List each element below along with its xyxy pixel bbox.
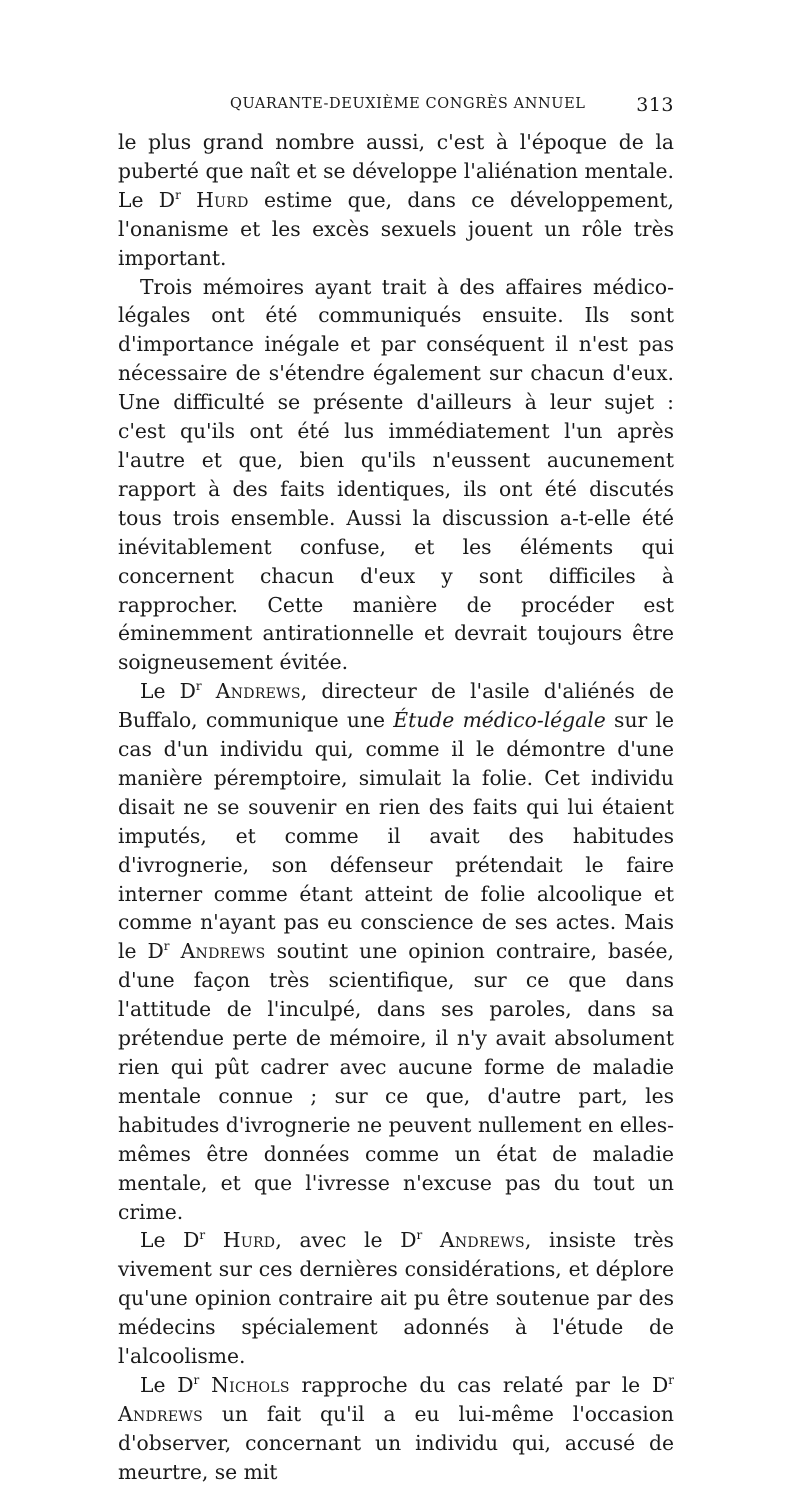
paragraph-5-text-b: rapproche du cas relaté par le D xyxy=(289,1372,669,1397)
doctor-abbrev-sup: r xyxy=(199,1228,206,1243)
paragraph-4-text-c: , insiste très vivement sur ces dernières considérations, et déplore qu'une opinion contraire ait pu être soutenue par des médecins spécialement adonnés à l'étude de l'alcoolisme. xyxy=(118,1228,674,1369)
study-title: Étude médico-légale xyxy=(393,708,606,733)
doctor-abbrev-sup: r xyxy=(668,1373,674,1388)
paragraph-4-text-a: Le D xyxy=(140,1228,200,1253)
name-andrews: Andrews xyxy=(180,939,266,964)
paragraph-3-text-b: , directeur de l'asile d'aliénés de Buffalo, communique une xyxy=(118,679,674,733)
doctor-abbrev-sup: r xyxy=(195,679,202,694)
doctor-abbrev-sup: r xyxy=(163,939,170,954)
paragraph-3-text-a: Le D xyxy=(140,679,196,704)
name-andrews: Andrews xyxy=(215,679,301,704)
book-page xyxy=(118,84,674,1487)
name-andrews: Andrews xyxy=(118,1401,203,1426)
doctor-abbrev-sup: r xyxy=(175,188,181,203)
paragraph-1-text-a: le plus grand nombre aussi, c'est à l'époque de la puberté que naît et se développe l'aliénation mentale. Le D xyxy=(118,130,674,212)
paragraph-5-text-a: Le D xyxy=(140,1372,194,1397)
paragraph-3 xyxy=(118,677,674,1226)
paragraph-5-text-c: un fait qu'il a eu lui-même l'occasion d'observer, concernant un individu qui, accusé de meurtre, se mit xyxy=(118,1401,674,1484)
paragraph-4 xyxy=(118,1226,674,1371)
paragraph-5 xyxy=(118,1371,674,1487)
page-number: 313 xyxy=(636,94,674,116)
running-head: QUARANTE-DEUXIÈME CONGRÈS ANNUEL xyxy=(230,96,586,112)
doctor-abbrev-sup: r xyxy=(416,1228,423,1243)
paragraph-3-text-d: soutint une opinion contraire, basée, d'une façon très scientifique, sur ce que dans l'attitude de l'inculpé, dans ses paroles, dans sa prétendue perte de mémoire, il n'y avait absolument rien qui pût cadrer avec aucune forme de maladie mentale connue ; sur ce que, d'autre part, les habitudes d'ivrognerie ne peuvent nullement en elles-mêmes être données comme un état de maladie mentale, et que l'ivresse n'excuse pas du tout un crime. xyxy=(118,939,674,1224)
paragraph-2: Trois mémoires ayant trait à des affaires médico-légales ont été communiqués ensuite. Ils sont d'importance inégale et par conséquent il n'est pas nécessaire de s'étendre également sur chacun d'eux. Une difficulté se présente d'ailleurs à leur sujet : c'est qu'ils ont été lus immédiatement l'un après l'autre et que, bien qu'ils n'eussent aucunement rapport à des faits identiques, ils ont été discutés tous trois ensemble. Aussi la discussion a-t-elle été inévitablement confuse, et les éléments qui concernent chacun d'eux y sont difficiles à rapprocher. Cette manière de procéder est éminemment antirationnelle et devrait toujours être soigneusement évitée. xyxy=(118,274,674,675)
paragraph-4-text-b: , avec le D xyxy=(275,1228,417,1253)
name-andrews: Andrews xyxy=(439,1228,525,1253)
name-hurd: Hurd xyxy=(222,1228,276,1253)
paragraph-3-text-c: sur le cas d'un individu qui, comme il le démontre d'une manière péremptoire, simulait la folie. Cet individu disait ne se souvenir en rien des faits qui lui étaient imputés, et comme il avait des habitudes d'ivrognerie, son défenseur prétendait le faire interner comme étant atteint de folie alcoolique et comme n'ayant pas eu conscience de ses actes. Mais le D xyxy=(118,708,674,964)
page-header xyxy=(118,84,674,114)
paragraph-1-text-b: estime que, dans ce développement, l'onanisme et les excès sexuels jouent un rôle très important. xyxy=(118,187,674,270)
body-text xyxy=(118,128,674,1487)
name-nichols: Nichols xyxy=(211,1372,290,1397)
paragraph-1 xyxy=(118,128,674,273)
doctor-abbrev-sup: r xyxy=(193,1373,200,1388)
name-hurd: Hurd xyxy=(196,187,249,212)
